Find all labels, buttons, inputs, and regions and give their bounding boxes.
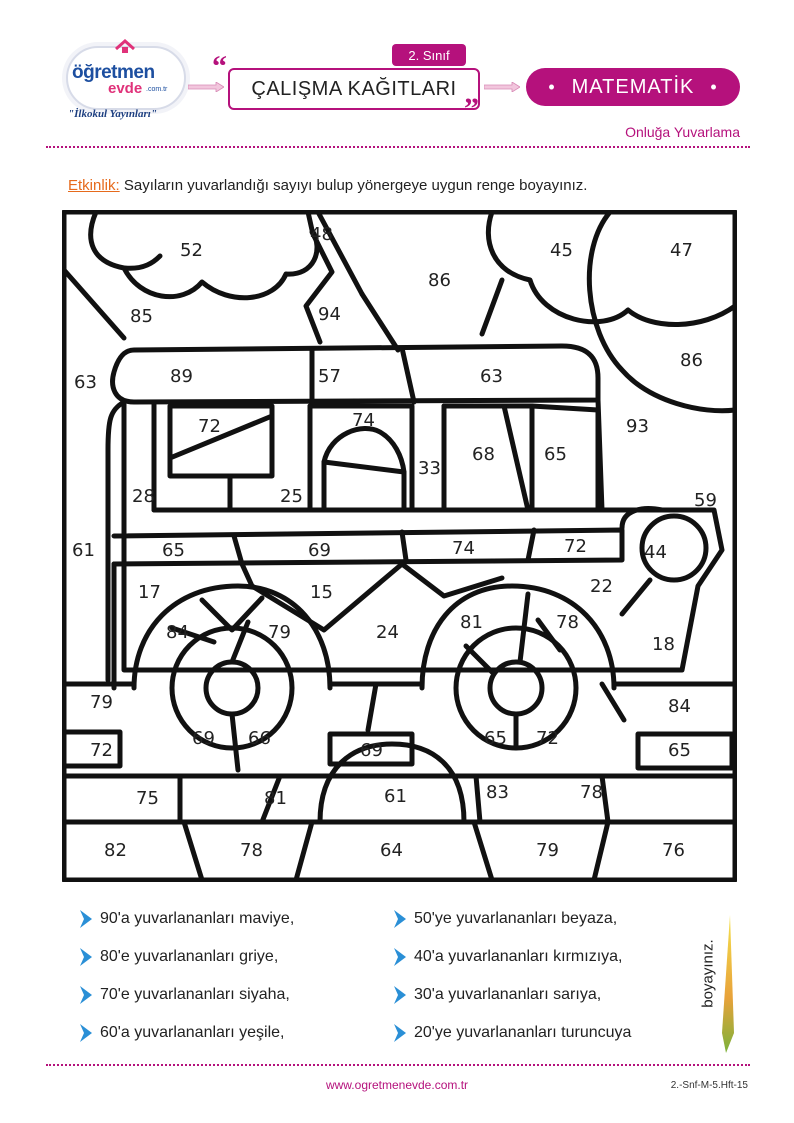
arrow-icon [484,82,520,92]
region-number: 78 [556,612,579,633]
instruction-text: 60'a yuvarlananları yeşile, [100,1024,285,1041]
activity-label: Etkinlik: [68,177,120,194]
region-number: 47 [670,240,693,261]
chevron-right-icon [78,1022,96,1044]
region-number: 45 [550,240,573,261]
region-number: 25 [280,486,303,507]
region-number: 81 [460,612,483,633]
region-number: 72 [536,728,559,749]
region-number: 72 [198,416,221,437]
region-number: 75 [136,788,159,809]
region-number: 24 [376,622,399,643]
chevron-right-icon [392,908,410,930]
region-number: 65 [668,740,691,761]
instruction-item [392,946,622,968]
region-number: 74 [452,538,475,559]
subject-label: MATEMATİK [571,75,695,98]
region-number: 85 [130,306,153,327]
instruction-item [78,984,290,1006]
region-number: 79 [268,622,291,643]
region-number: 59 [694,490,717,511]
region-number: 65 [484,728,507,749]
logo-word-evde: evde [108,80,143,97]
region-number: 18 [652,634,675,655]
region-number: 79 [536,840,559,861]
footer-url[interactable]: www.ogretmenevde.com.tr [325,1078,469,1092]
pencil-illustration [700,915,736,1055]
house-icon [114,38,136,58]
region-number: 66 [248,728,271,749]
region-number: 79 [90,692,113,713]
instruction-item [392,984,601,1006]
logo-domain: .com.tr [146,86,168,93]
region-number: 65 [162,540,185,561]
region-number: 15 [310,582,333,603]
region-number: 84 [668,696,691,717]
instruction-text: 20'ye yuvarlananları turuncuya [414,1024,632,1041]
bus-drawing [62,210,737,882]
topic-label: Onluğa Yuvarlama [625,124,740,140]
region-number: 69 [360,740,383,761]
logo-word-ogretmen: öğretmen [72,62,155,83]
region-number: 81 [264,788,287,809]
region-number: 48 [310,224,333,245]
region-number: 33 [418,458,441,479]
activity-instruction [68,177,587,194]
chevron-right-icon [392,984,410,1006]
chevron-right-icon [78,908,96,930]
instruction-text: 30'a yuvarlananları sarıya, [414,986,602,1003]
region-number: 22 [590,576,613,597]
instruction-text: 40'a yuvarlananları kırmızıya, [414,948,623,965]
subject-pill [526,68,740,106]
divider [46,1064,750,1066]
region-number: 65 [544,444,567,465]
region-number: 84 [166,622,189,643]
region-number: 52 [180,240,203,261]
close-quote-mark: ” [464,92,479,125]
region-number: 86 [680,350,703,371]
region-number: 72 [564,536,587,557]
region-number: 61 [384,786,407,807]
region-number: 72 [90,740,113,761]
chevron-right-icon [392,1022,410,1044]
instruction-text: 50'ye yuvarlananları beyaza, [414,910,618,927]
region-number: 83 [486,782,509,803]
instruction-text: 80'e yuvarlananları griye, [100,948,279,965]
region-number: 64 [380,840,403,861]
chevron-right-icon [392,946,410,968]
chevron-right-icon [78,946,96,968]
region-number: 63 [74,372,97,393]
instruction-item [392,1022,631,1044]
bullet-icon: • [710,76,718,97]
region-number: 28 [132,486,155,507]
region-number: 63 [480,366,503,387]
chevron-right-icon [78,984,96,1006]
region-number: 68 [472,444,495,465]
instruction-text: 90'a yuvarlananları maviye, [100,910,295,927]
worksheet-title: ÇALIŞMA KAĞITLARI [228,68,480,110]
region-number: 69 [308,540,331,561]
region-number: 74 [352,410,375,431]
region-number: 61 [72,540,95,561]
region-number: 78 [580,782,603,803]
publisher-logo [62,38,192,128]
color-by-number-picture [62,210,737,882]
activity-text: Sayıların yuvarlandığı sayıyı bulup yönergeye uygun renge boyayınız. [123,177,588,194]
instruction-item [78,946,278,968]
region-number: 57 [318,366,341,387]
side-word: boyayınız. [699,939,717,1008]
bullet-icon: • [548,76,556,97]
region-number: 17 [138,582,161,603]
region-number: 93 [626,416,649,437]
logo-tagline: "İlkokul Yayınları" [68,108,157,120]
region-number: 69 [192,728,215,749]
region-number: 94 [318,304,341,325]
region-number: 44 [644,542,667,563]
region-number: 86 [428,270,451,291]
grade-badge: 2. Sınıf [392,44,466,66]
open-quote-mark: “ [212,50,227,83]
region-number: 76 [662,840,685,861]
instruction-item [78,908,294,930]
instruction-text: 70'e yuvarlananları siyaha, [100,986,290,1003]
region-number: 89 [170,366,193,387]
region-number: 78 [240,840,263,861]
footer-code: 2.-Snf-M-5.Hft-15 [670,1080,748,1091]
region-number: 82 [104,840,127,861]
divider [46,146,750,148]
instruction-item [78,1022,285,1044]
instruction-item [392,908,617,930]
